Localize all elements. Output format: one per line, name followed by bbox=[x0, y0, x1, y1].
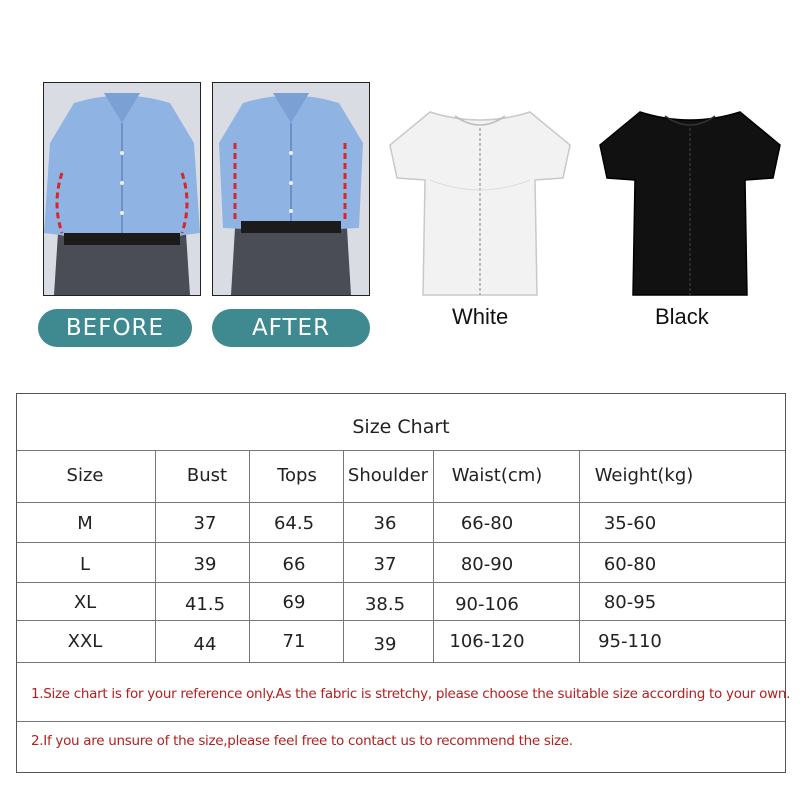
chart-rule bbox=[17, 502, 785, 503]
row-m-waist: 66-80 bbox=[460, 513, 514, 534]
header-size: Size bbox=[66, 465, 104, 486]
header-bust: Bust bbox=[186, 465, 228, 486]
white-shirt-image bbox=[385, 100, 575, 300]
row-m-weight: 35-60 bbox=[603, 513, 657, 534]
size-chart bbox=[16, 393, 791, 773]
row-xxl-shoulder: 39 bbox=[373, 634, 397, 655]
header-weight: Weight(kg) bbox=[594, 465, 694, 486]
black-shirt-image bbox=[595, 100, 785, 300]
row-xl-tops: 69 bbox=[282, 592, 306, 613]
chart-rule bbox=[17, 582, 785, 583]
before-photo bbox=[43, 82, 201, 296]
color-option-white[interactable]: White bbox=[452, 304, 509, 329]
row-m-shoulder: 36 bbox=[373, 513, 397, 534]
after-badge: AFTER bbox=[212, 309, 370, 347]
row-l-weight: 60-80 bbox=[603, 554, 657, 575]
row-xl-bust: 41.5 bbox=[184, 594, 226, 615]
row-xxl-waist: 106-120 bbox=[449, 631, 525, 652]
row-xl-shoulder: 38.5 bbox=[364, 594, 406, 615]
color-option-black[interactable]: Black bbox=[655, 304, 709, 329]
size-note-1: 1.Size chart is for your reference only.As the fabric is stretchy, please choose the suitable size according to your own. bbox=[31, 686, 791, 702]
row-l-tops: 66 bbox=[282, 554, 306, 575]
header-waist: Waist(cm) bbox=[451, 465, 543, 486]
row-m-tops: 64.5 bbox=[273, 513, 315, 534]
row-xl-size: XL bbox=[73, 592, 97, 613]
size-note-2: 2.If you are unsure of the size,please feel free to contact us to recommend the size. bbox=[31, 733, 573, 749]
row-l-waist: 80-90 bbox=[460, 554, 514, 575]
row-xxl-bust: 44 bbox=[193, 634, 217, 655]
header-shoulder: Shoulder bbox=[347, 465, 429, 486]
row-xl-waist: 90-106 bbox=[455, 594, 519, 615]
before-badge: BEFORE bbox=[38, 309, 192, 347]
row-m-bust: 37 bbox=[193, 513, 217, 534]
row-l-shoulder: 37 bbox=[373, 554, 397, 575]
row-xxl-tops: 71 bbox=[282, 631, 306, 652]
chart-rule bbox=[17, 662, 785, 663]
row-xl-weight: 80-95 bbox=[603, 592, 657, 613]
chart-rule bbox=[17, 620, 785, 621]
after-photo bbox=[212, 82, 370, 296]
row-m-size: M bbox=[77, 513, 93, 534]
row-l-bust: 39 bbox=[193, 554, 217, 575]
row-xxl-weight: 95-110 bbox=[598, 631, 662, 652]
chart-rule bbox=[17, 542, 785, 543]
chart-rule bbox=[17, 721, 785, 722]
row-xxl-size: XXL bbox=[67, 631, 103, 652]
row-l-size: L bbox=[79, 554, 91, 575]
size-chart-title: Size Chart bbox=[352, 416, 450, 438]
chart-rule bbox=[17, 450, 785, 451]
header-tops: Tops bbox=[277, 465, 317, 486]
